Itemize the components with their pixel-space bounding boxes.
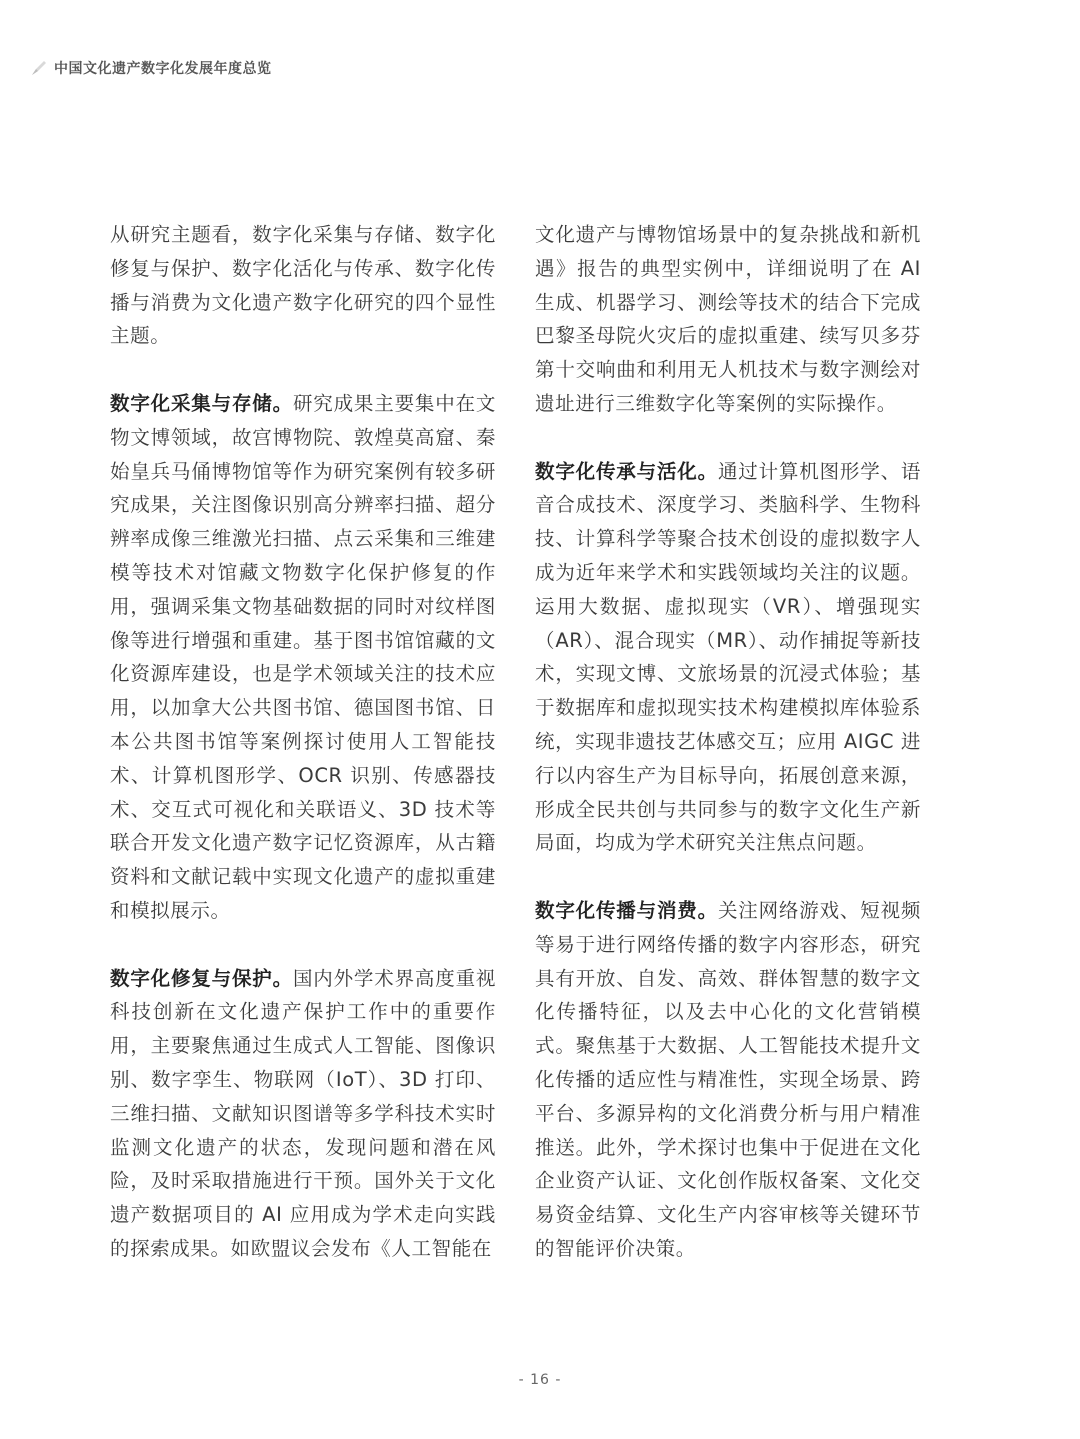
section-heading: 数字化传播与消费。 [535, 898, 718, 922]
section-inheritance-activation [535, 455, 921, 861]
intro-paragraph: 从研究主题看，数字化采集与存储、数字化修复与保护、数字化活化与传承、数字化传播与消费为文化遗产数字化研究的四个显性主题。 [110, 223, 496, 348]
running-header [30, 56, 272, 80]
section-heading: 数字化修复与保护。 [110, 966, 293, 990]
section-dissemination-consumption [535, 894, 921, 1266]
section-heading: 数字化采集与存储。 [110, 391, 293, 415]
section-body: 通过计算机图形学、语音合成技术、深度学习、类脑科学、生物科技、计算科学等聚合技术创设的虚拟数字人成为近年来学术和实践领域均关注的议题。运用大数据、虚拟现实（VR）、增强现实（AR）、混合现实（MR）、动作捕捉等新技术，实现文博、文旅场景的沉浸式体验；基于数据库和虚拟现实技术构建模拟库体验系统，实现非遗技艺体感交互；应用 AIGC 进行以内容生产为目标导向，拓展创意来源，形成全民共创与共同参与的数字文化生产新局面，均成为学术研究关注焦点问题。 [535, 459, 921, 855]
continuation-paragraph: 文化遗产与博物馆场景中的复杂挑战和新机遇》报告的典型实例中，详细说明了在 AI 生成、机器学习、测绘等技术的结合下完成巴黎圣母院火灾后的虚拟重建、续写贝多芬第十交响曲和利用无人机技术与数字测绘对遗址进行三维数字化等案例的实际操作。 [535, 223, 921, 415]
section-body: 关注网络游戏、短视频等易于进行网络传播的数字内容形态，研究具有开放、自发、高效、群体智慧的数字文化传播特征，以及去中心化的文化营销模式。聚焦基于大数据、人工智能技术提升文化传播的适应性与精准性，实现全场景、跨平台、多源异构的文化消费分析与用户精准推送。此外，学术探讨也集中于促进在文化企业资产认证、文化创作版权备案、文化交易资金结算、文化生产内容审核等关键环节的智能评价决策。 [535, 898, 921, 1260]
section-body: 研究成果主要集中在文物文博领域，故宫博物院、敦煌莫高窟、秦始皇兵马俑博物馆等作为研究案例有较多研究成果，关注图像识别高分辨率扫描、超分辨率成像三维激光扫描、点云采集和三维建模等技术对馆藏文物数字化保护修复的作用，强调采集文物基础数据的同时对纹样图像等进行增强和重建。基于图书馆馆藏的文化资源库建设，也是学术领域关注的技术应用，以加拿大公共图书馆、德国图书馆、日本公共图书馆等案例探讨使用人工智能技术、计算机图形学、OCR 识别、传感器技术、交互式可视化和关联语义、3D 技术等联合开发文化遗产数字记忆资源库，从古籍资料和文献记载中实现文化遗产的虚拟重建和模拟展示。 [110, 391, 496, 922]
pen-nib-icon [30, 59, 48, 77]
section-heading: 数字化传承与活化。 [535, 459, 718, 483]
right-column [535, 218, 921, 1266]
section-restoration-protection [110, 962, 496, 1266]
left-column [110, 218, 496, 1266]
section-capture-storage [110, 387, 496, 928]
page-number: - 16 - [518, 1372, 562, 1388]
section-body: 国内外学术界高度重视科技创新在文化遗产保护工作中的重要作用，主要聚焦通过生成式人工智能、图像识别、数字孪生、物联网（IoT）、3D 打印、三维扫描、文献知识图谱等多学科技术实时监测文化遗产的状态，发现问题和潜在风险，及时采取措施进行干预。国外关于文化遗产数据项目的 AI 应用成为学术走向实践的探索成果。如欧盟议会发布《人工智能在 [110, 966, 496, 1260]
report-title: 中国文化遗产数字化发展年度总览 [54, 61, 272, 77]
